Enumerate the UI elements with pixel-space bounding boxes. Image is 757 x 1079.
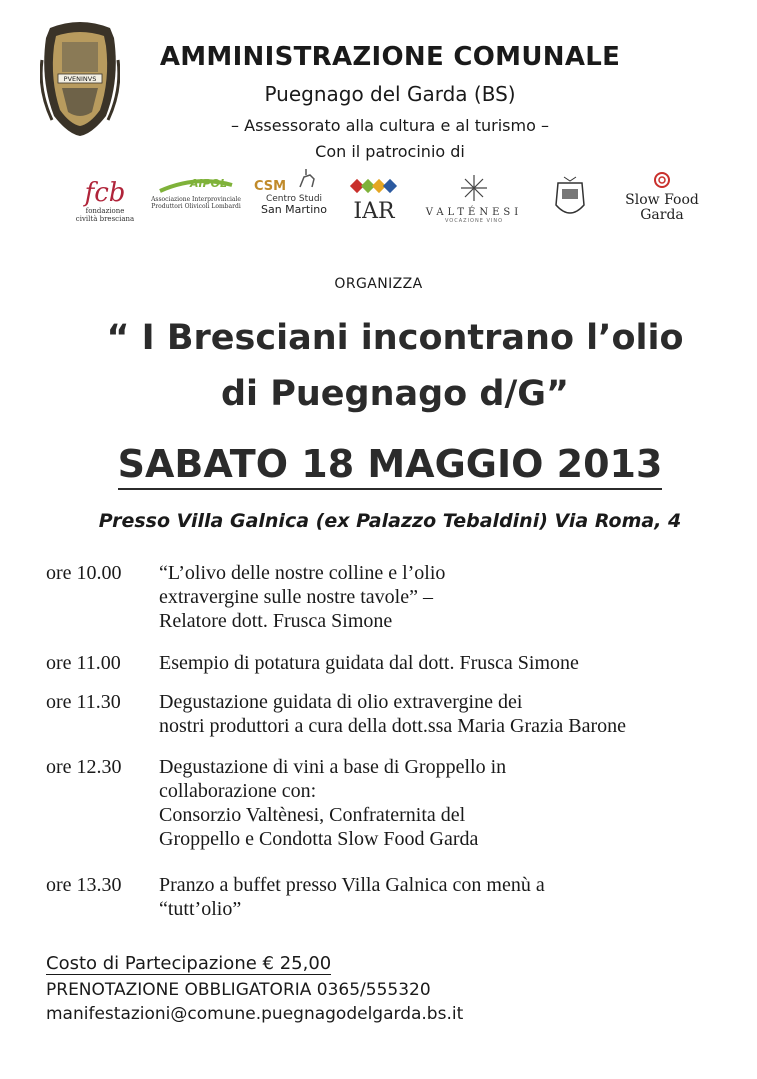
organizza-label: ORGANIZZA: [334, 276, 423, 292]
schedule-line: nostri produttori a cura della dott.ssa Maria Grazia Barone: [159, 715, 627, 737]
schedule-line: “tutt’olio”: [159, 898, 242, 920]
event-date: [0, 442, 757, 486]
iar-logo: IAR: [353, 199, 395, 224]
schedule-item: [46, 690, 746, 740]
iar-diamonds-icon: [346, 175, 402, 197]
event-title-line1: “ I Bresciani incontrano l’olio: [106, 318, 684, 358]
participation-cost: [46, 953, 331, 974]
schedule-line: collaborazione con:: [159, 780, 317, 802]
schedule-item: [46, 755, 746, 855]
schedule-line: “L’olivo delle nostre colline e l’olio: [159, 562, 446, 584]
sponsor-iar: [342, 165, 406, 235]
schedule-description: [159, 651, 749, 675]
sponsor-fcb: [66, 165, 144, 235]
organization-city: Puegnago del Garda (BS): [264, 82, 516, 106]
schedule-description: [159, 690, 749, 738]
schedule-description: [159, 561, 749, 633]
event-venue: Presso Villa Galnica (ex Palazzo Tebaldini) Via Roma, 4: [98, 510, 682, 532]
schedule-line: Esempio di potatura guidata dal dott. Frusca Simone: [159, 652, 579, 674]
schedule-line: Degustazione di vini a base di Groppello in: [159, 756, 507, 778]
sponsor-csm: [252, 165, 336, 235]
organization-department: – Assessorato alla cultura e al turismo –: [231, 116, 549, 135]
schedule-line: Groppello e Condotta Slow Food Garda: [159, 828, 479, 850]
sponsor-aipol: [150, 165, 242, 235]
schedule-time: ore 13.30: [46, 874, 122, 896]
confraternita-crest-icon: [550, 175, 590, 223]
csm-logo: CSM: [254, 179, 287, 194]
schedule-description: [159, 755, 749, 851]
schedule-line: extravergine sulle nostre tavole” –: [159, 586, 433, 608]
schedule-line: Consorzio Valtènesi, Confraternita del: [159, 804, 466, 826]
schedule-time: ore 10.00: [46, 562, 122, 584]
schedule-time: ore 12.30: [46, 756, 122, 778]
patronage-label: Con il patrocinio di: [315, 142, 465, 161]
organization-title: AMMINISTRAZIONE COMUNALE: [159, 42, 621, 72]
booking-phone: PRENOTAZIONE OBBLIGATORIA 0365/555320: [46, 980, 431, 1000]
event-title-line2: di Puegnago d/G”: [221, 374, 569, 414]
slowfood-line2: Garda: [640, 207, 684, 223]
aipol-line1: Associazione Interprovinciale: [151, 196, 241, 203]
aipol-logo: AIPOL: [190, 177, 228, 190]
schedule-time: ore 11.00: [46, 652, 121, 674]
fcb-line1: fondazione: [85, 207, 125, 215]
participation-cost-text: Costo di Partecipazione € 25,00: [46, 953, 332, 974]
contact-email-link[interactable]: manifestazioni@comune.puegnagodelgarda.bs.it: [46, 1004, 464, 1024]
schedule-line: Degustazione guidata di olio extravergine dei: [159, 691, 523, 713]
sponsor-confraternita: [540, 165, 600, 235]
fcb-logo: fcb: [84, 178, 126, 208]
csm-line2: San Martino: [260, 203, 328, 216]
event-date-text: SABATO 18 MAGGIO 2013: [118, 442, 663, 490]
csm-line1: Centro Studi: [265, 194, 323, 204]
aipol-line2: Produttori Olivicoli Lombardi: [151, 203, 241, 210]
sponsor-slowfood: [620, 165, 704, 235]
slowfood-line1: Slow Food: [625, 192, 699, 208]
valtenesi-line1: VOCAZIONE VINO: [444, 218, 504, 224]
snail-icon: [651, 171, 673, 189]
fcb-line2: civiltà bresciana: [75, 215, 135, 223]
schedule-line: Pranzo a buffet presso Villa Galnica con menù a: [159, 874, 545, 896]
sponsor-valtenesi: [420, 165, 528, 235]
valtenesi-logo: VALTÉNESI: [425, 207, 523, 218]
crest-motto: PVENINVS: [63, 75, 97, 83]
schedule-line: Relatore dott. Frusca Simone: [159, 610, 393, 632]
schedule-description: [159, 873, 749, 921]
municipal-crest: [40, 20, 120, 138]
schedule-item: [46, 873, 746, 923]
schedule-item: [46, 561, 746, 641]
schedule-item: [46, 651, 746, 681]
horse-rider-icon: [296, 167, 316, 189]
schedule-time: ore 11.30: [46, 691, 121, 713]
valtenesi-star-icon: [459, 173, 489, 203]
